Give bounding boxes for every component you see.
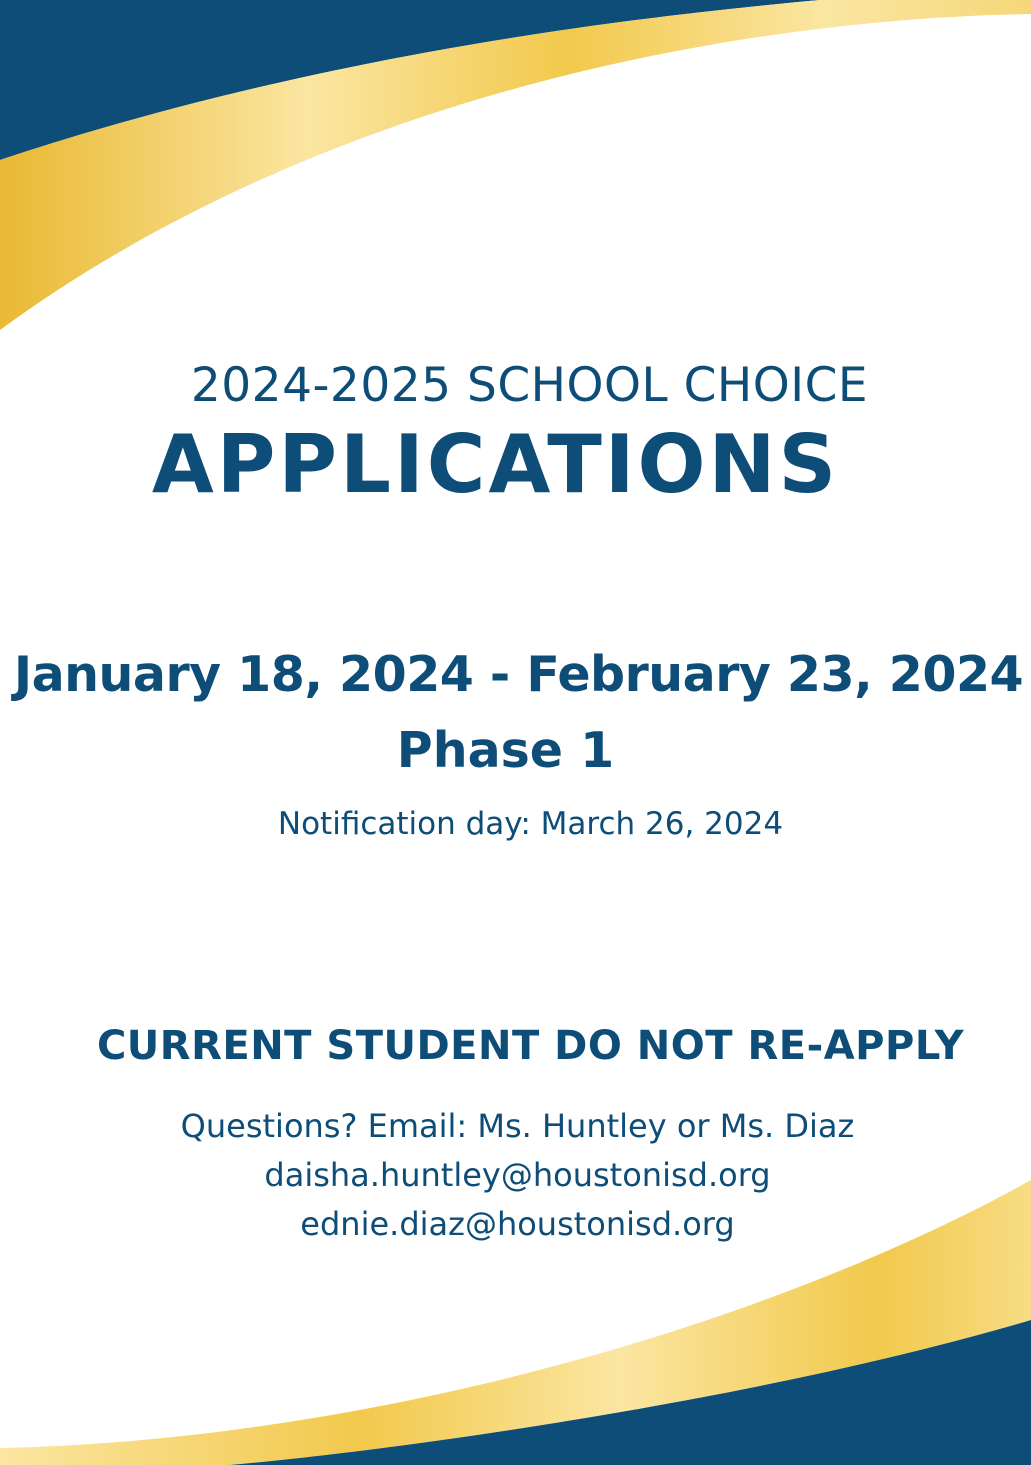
program-year-heading: 2024-2025 SCHOOL CHOICE (190, 358, 869, 413)
phase-label: Phase 1 (396, 722, 615, 779)
email-diaz-link[interactable]: ednie.diaz@houstonisd.org (300, 1205, 735, 1243)
top-wave-decoration (0, 0, 1031, 340)
notification-date: Notification day: March 26, 2024 (277, 806, 784, 842)
questions-contact: Questions? Email: Ms. Huntley or Ms. Diaz (180, 1107, 855, 1145)
application-date-range: January 18, 2024 - February 23, 2024 (13, 646, 1024, 703)
email-huntley-link[interactable]: daisha.huntley@houstonisd.org (264, 1156, 771, 1194)
current-student-notice: CURRENT STUDENT DO NOT RE-APPLY (96, 1023, 965, 1069)
page-title: APPLICATIONS (151, 418, 840, 511)
